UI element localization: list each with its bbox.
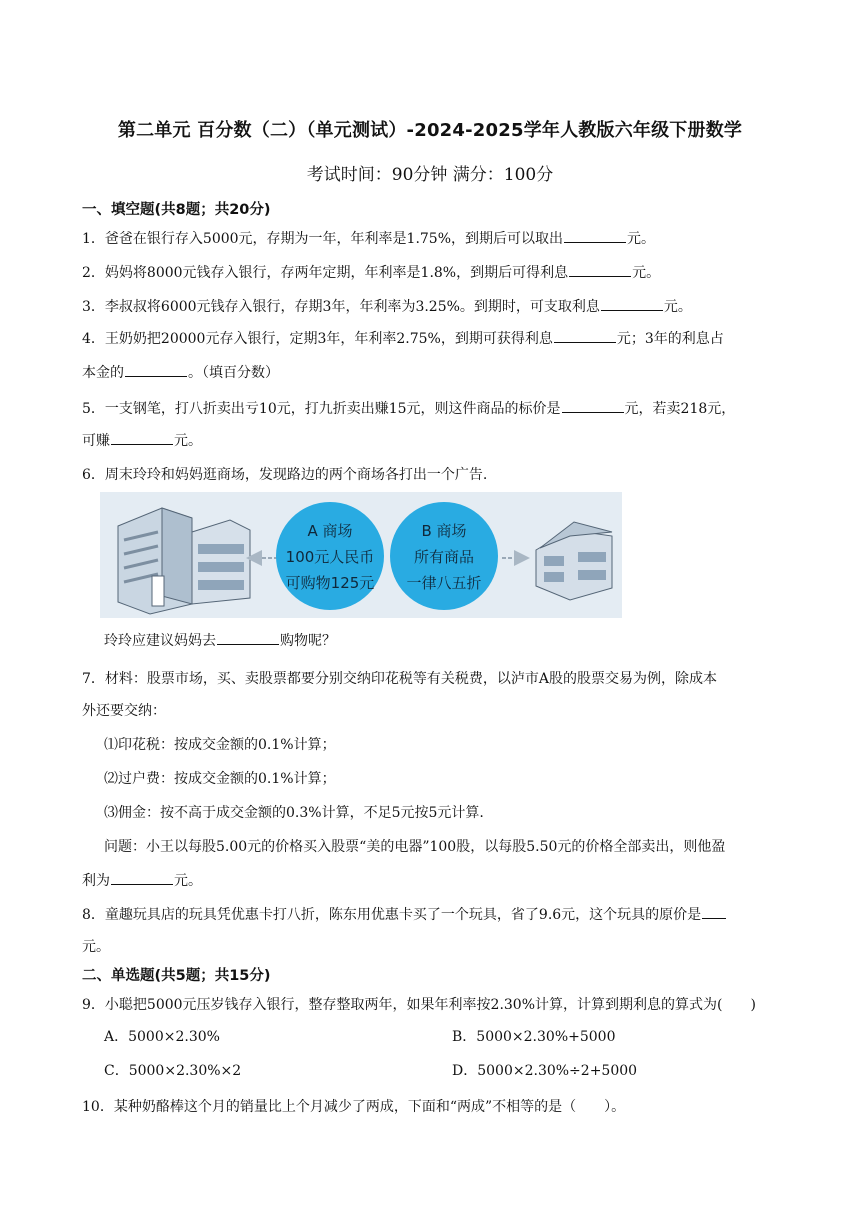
mall-a-ad-line-3: 可购物125元 [285, 574, 375, 592]
question-3 [82, 296, 782, 316]
question-4-text-2: 本金的 [82, 365, 124, 381]
section-heading-choice: 二、单选题(共5题；共15分) [82, 968, 271, 984]
question-10-stem: 10．某种奶酪棒这个月的销量比上个月减少了两成，下面和“两成”不相等的是（ ）。 [82, 1099, 626, 1115]
question-7-item-1: ⑴印花税：按成交金额的0.1%计算； [104, 737, 336, 753]
question-5-line-1 [82, 398, 782, 418]
exam-subtitle: 考试时间：90分钟 满分：100分 [306, 165, 554, 185]
option-b[interactable]: B．5000×2.30%+5000 [452, 1029, 616, 1045]
question-7-unit: 元。 [174, 873, 202, 889]
question-6: 6．周末玲玲和妈妈逛商场，发现路边的两个商场各打出一个广告. [82, 467, 488, 483]
mall-a-ad-line-1: A 商场 [307, 522, 353, 540]
question-4-line-1 [82, 328, 782, 348]
answer-blank[interactable] [601, 296, 663, 311]
question-7-problem: 问题：小王以每股5.00元的价格买入股票“美的电器”100股，以每股5.50元的价格全部卖出，则他盈 [104, 839, 726, 855]
answer-blank[interactable] [564, 228, 626, 243]
question-7-line-2: 外还要交纳： [82, 703, 166, 719]
answer-blank[interactable] [111, 870, 173, 885]
answer-blank[interactable] [569, 262, 631, 277]
question-1-text: 1．爸爸在银行存入5000元，存期为一年，年利率是1.75%，到期后可以取出 [82, 231, 564, 247]
question-3-unit: 元。 [663, 299, 692, 315]
question-7-line-1: 7．材料：股票市场，买、卖股票都要分别交纳印花税等有关税费，以泸市A股的股票交易为例，除成本 [82, 671, 718, 687]
answer-blank[interactable] [554, 328, 616, 343]
option-a[interactable]: A．5000×2.30% [104, 1029, 220, 1045]
question-7-item-3: ⑶佣金：按不高于成交金额的0.3%计算，不足5元按5元计算. [104, 805, 484, 821]
question-3-text: 3．李叔叔将6000元钱存入银行，存期3年，年利率为3.25%。到期时，可支取利息 [82, 299, 600, 315]
question-9-stem: 9．小聪把5000元压岁钱存入银行，整存整取两年，如果年利率按2.30%计算，计算到期利息的算式为( ) [82, 997, 756, 1013]
option-d[interactable]: D．5000×2.30%÷2+5000 [452, 1063, 638, 1079]
mall-a-building-icon [118, 508, 250, 614]
question-6-text-end: 购物呢？ [280, 633, 336, 649]
question-5-text-2: 可赚 [82, 433, 110, 449]
answer-blank[interactable] [111, 430, 173, 445]
mall-b-ad-line-1: B 商场 [421, 522, 467, 540]
question-8-line-2: 元。 [82, 939, 110, 955]
answer-blank[interactable] [562, 398, 624, 413]
question-7-answer-line [82, 870, 782, 890]
option-c[interactable]: C．5000×2.30%×2 [104, 1063, 242, 1079]
question-4-hint: 。（填百分数） [188, 365, 279, 381]
mall-b-ad-line-3: 一律八五折 [406, 574, 482, 592]
answer-blank[interactable] [217, 630, 279, 645]
question-8-line-1 [82, 904, 782, 924]
question-7-text: 利为 [82, 873, 110, 889]
mall-a-ad-line-2: 100元人民币 [285, 548, 375, 566]
question-5-unit: 元。 [174, 433, 202, 449]
question-6-prompt [104, 630, 804, 650]
question-4-text-cont: 元；3年的利息占 [616, 331, 724, 347]
question-8-text: 8．童趣玩具店的玩具凭优惠卡打八折，陈东用优惠卡买了一个玩具，省了9.6元，这个玩具的原价是 [82, 907, 702, 923]
question-5-text-cont: 元，若卖218元， [624, 401, 736, 417]
question-6-text: 玲玲应建议妈妈去 [104, 633, 216, 649]
answer-blank[interactable] [702, 904, 726, 919]
exam-title: 第二单元 百分数（二）（单元测试）-2024-2025学年人教版六年级下册数学 [117, 120, 743, 141]
mall-b-ad-line-2: 所有商品 [413, 548, 475, 566]
question-5-text: 5．一支钢笔，打八折卖出亏10元，打九折卖出赚15元，则这件商品的标价是 [82, 401, 561, 417]
question-1 [82, 228, 782, 248]
question-2-text: 2．妈妈将8000元钱存入银行，存两年定期，年利率是1.8%，到期后可得利息 [82, 265, 569, 281]
question-1-unit: 元。 [627, 231, 656, 247]
section-heading-fill: 一、填空题(共8题；共20分) [82, 202, 271, 218]
question-2-unit: 元。 [632, 265, 661, 281]
answer-blank[interactable] [125, 362, 187, 377]
question-4-text: 4．王奶奶把20000元存入银行，定期3年，年利率2.75%，到期可获得利息 [82, 331, 553, 347]
question-2 [82, 262, 782, 282]
question-7-item-2: ⑵过户费：按成交金额的0.1%计算； [104, 771, 336, 787]
question-5-line-2 [82, 430, 782, 450]
question-4-line-2 [82, 362, 782, 382]
shopping-ads-figure [100, 492, 622, 618]
